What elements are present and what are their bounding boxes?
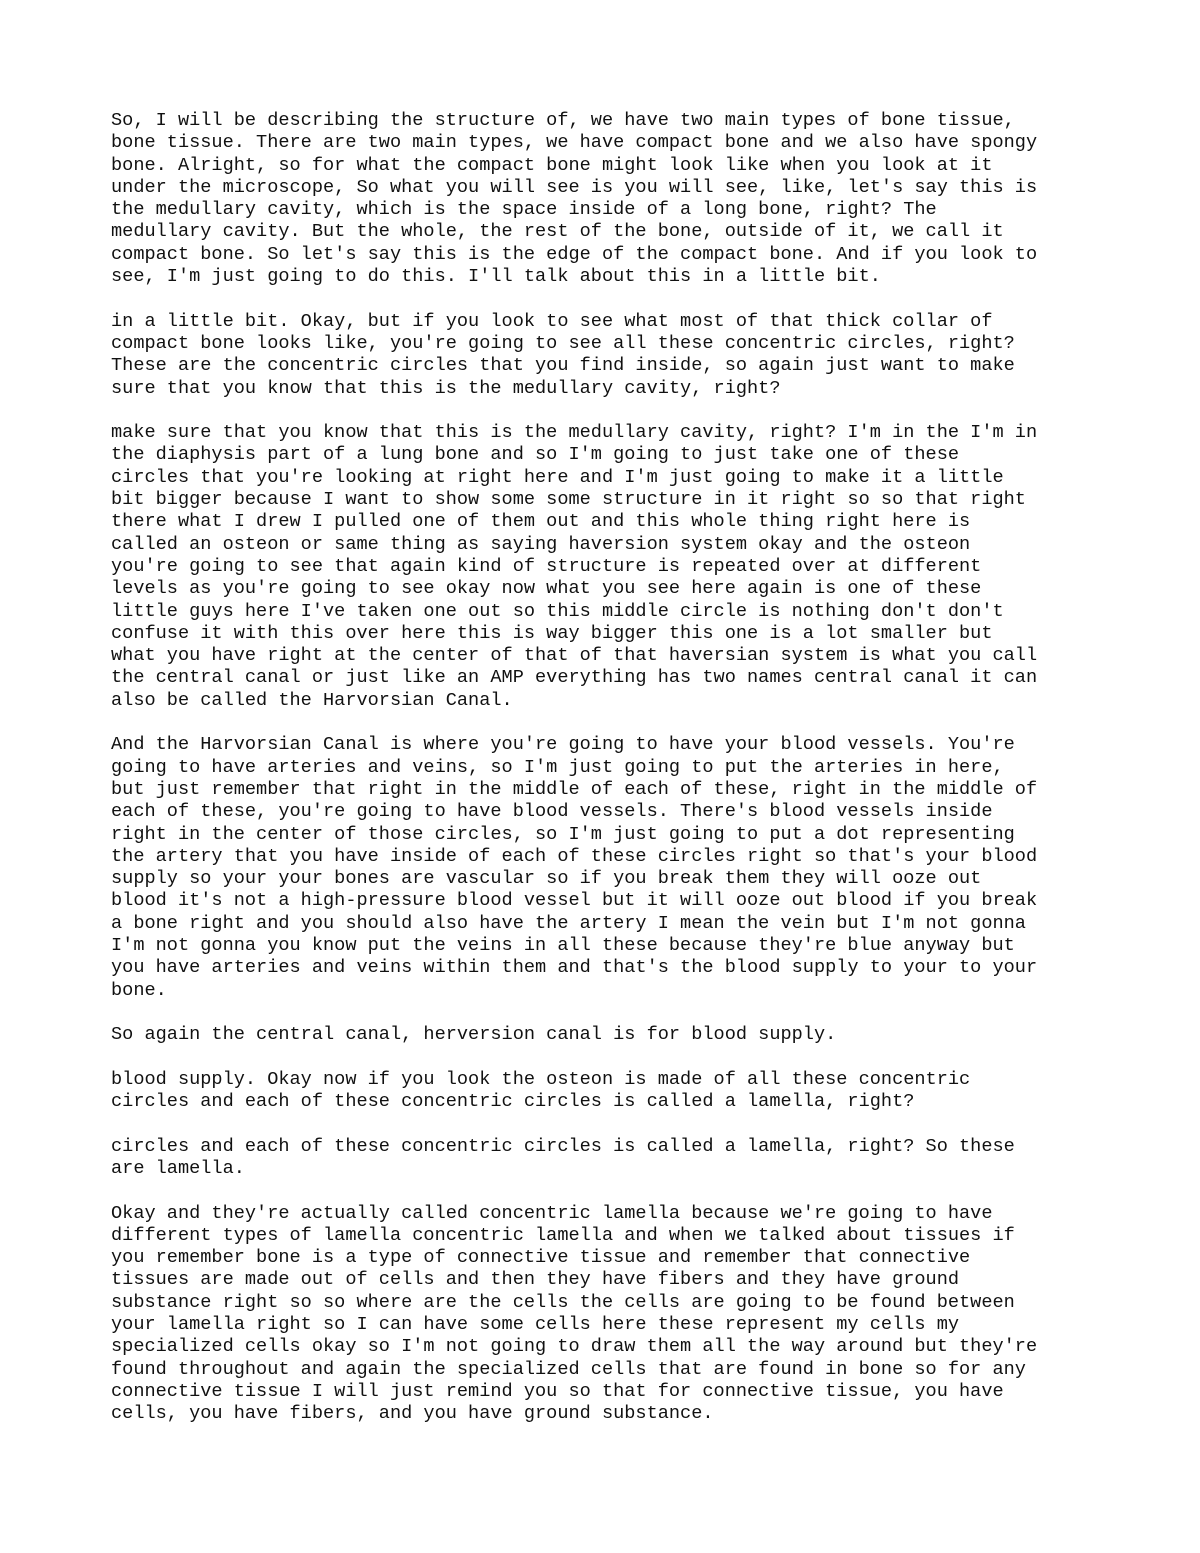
line: the central canal or just like an AMP everything has two names central canal it can [111,667,1038,689]
line: there what I drew I pulled one of them out and this whole thing right here is [111,511,971,533]
line: called an osteon or same thing as saying haversion system okay and the osteon [111,533,971,555]
line: tissues are made out of cells and then they have fibers and they have ground [111,1269,960,1291]
document-page [111,110,1111,1448]
paragraph-8 [111,1203,1111,1426]
line: circles and each of these concentric circles is called a lamella, right? So these [111,1135,1015,1157]
paragraph-2 [111,311,1111,400]
line: in a little bit. Okay, but if you look to see what most of that thick collar of [111,310,993,332]
line: substance right so so where are the cells the cells are going to be found between [111,1291,1015,1313]
line: sure that you know that this is the medullary cavity, right? [111,377,781,399]
paragraph-1 [111,110,1111,288]
line: but just remember that right in the middle of each of these, right in the middle of [111,778,1038,800]
line: circles and each of these concentric circles is called a lamella, right? [111,1091,915,1113]
line: bone tissue. There are two main types, we have compact bone and we also have spongy [111,132,1038,154]
line: a bone right and you should also have the artery I mean the vein but I'm not gonna [111,912,1026,934]
line: the diaphysis part of a lung bone and so I'm going to just take one of these [111,444,960,466]
line: bone. Alright, so for what the compact bone might look like when you look at it [111,154,993,176]
line: under the microscope, So what you will see is you will see, like, let's say this is [111,176,1038,198]
line: what you have right at the center of that of that haversian system is what you call [111,645,1038,667]
line: blood it's not a high-pressure blood vessel but it will ooze out blood if you break [111,890,1038,912]
line: So, I will be describing the structure of, we have two main types of bone tissue, [111,110,1015,131]
line: connective tissue I will just remind you so that for connective tissue, you have [111,1380,1004,1402]
line: each of these, you're going to have blood vessels. There's blood vessels inside [111,801,993,823]
line: compact bone looks like, you're going to see all these concentric circles, right? [111,332,1015,354]
line: little guys here I've taken one out so this middle circle is nothing don't don't [111,600,1004,622]
paragraph-6 [111,1069,1111,1114]
line: you're going to see that again kind of structure is repeated over at different [111,555,982,577]
line: medullary cavity. But the whole, the rest of the bone, outside of it, we call it [111,221,1004,243]
line: also be called the Harvorsian Canal. [111,689,513,711]
line: see, I'm just going to do this. I'll talk about this in a little bit. [111,266,881,288]
line: compact bone. So let's say this is the edge of the compact bone. And if you look to [111,243,1038,265]
line: you remember bone is a type of connective tissue and remember that connective [111,1247,971,1269]
line: your lamella right so I can have some cells here these represent my cells my [111,1314,960,1336]
line: bit bigger because I want to show some some structure in it right so so that right [111,489,1026,511]
line: specialized cells okay so I'm not going to draw them all the way around but they're [111,1336,1038,1358]
line: These are the concentric circles that you find inside, so again just want to make [111,355,1015,377]
line: you have arteries and veins within them and that's the blood supply to your to your [111,957,1038,979]
line: the medullary cavity, which is the space inside of a long bone, right? The [111,199,937,221]
line: bone. [111,979,167,1001]
paragraph-4 [111,734,1111,1002]
paragraph-3 [111,422,1111,712]
paragraph-5 [111,1024,1111,1046]
line: the artery that you have inside of each of these circles right so that's your blood [111,845,1038,867]
line: are lamella. [111,1157,245,1179]
line: And the Harvorsian Canal is where you're going to have your blood vessels. You're [111,734,1015,756]
line: Okay and they're actually called concentric lamella because we're going to have [111,1202,993,1224]
line: found throughout and again the specialized cells that are found in bone so for any [111,1358,1026,1380]
line: cells, you have fibers, and you have ground substance. [111,1403,714,1425]
line: blood supply. Okay now if you look the osteon is made of all these concentric [111,1068,971,1090]
line: circles that you're looking at right here and I'm just going to make it a little [111,466,1004,488]
line: right in the center of those circles, so I'm just going to put a dot representing [111,823,1015,845]
line: supply so your your bones are vascular so if you break them they will ooze out [111,868,982,890]
line: going to have arteries and veins, so I'm just going to put the arteries in here, [111,756,1004,778]
line: different types of lamella concentric lamella and when we talked about tissues if [111,1224,1015,1246]
paragraph-7 [111,1136,1111,1181]
line: I'm not gonna you know put the veins in all these because they're blue anyway but [111,934,1015,956]
line: confuse it with this over here this is way bigger this one is a lot smaller but [111,622,993,644]
line: So again the central canal, herversion canal is for blood supply. [111,1024,837,1046]
line: make sure that you know that this is the medullary cavity, right? I'm in the I'm in [111,422,1038,444]
line: levels as you're going to see okay now what you see here again is one of these [111,578,982,600]
